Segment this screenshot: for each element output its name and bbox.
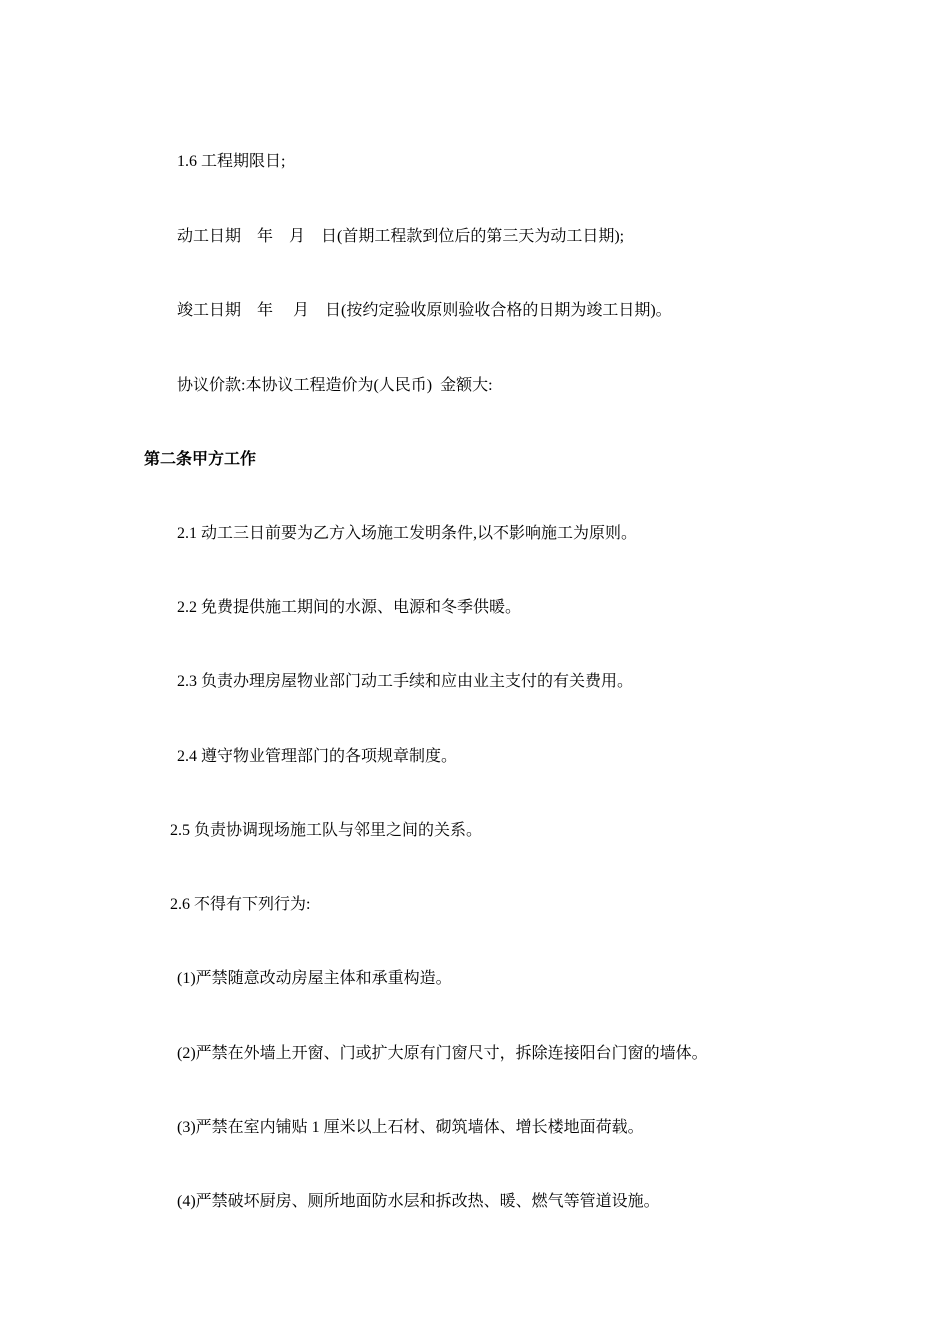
- prohibition-3: (3)严禁在室内铺贴 1 厘米以上石材、砌筑墙体、增长楼地面荷载。: [177, 1119, 644, 1136]
- clause-2-5: 2.5 负责协调现场施工队与邻里之间的关系。: [170, 822, 483, 839]
- start-date-line: 动工日期 年 月 日(首期工程款到位后的第三天为动工日期);: [177, 228, 625, 245]
- prohibition-2: (2)严禁在外墙上开窗、门或扩大原有门窗尺寸，拆除连接阳台门窗的墙体。: [177, 1045, 708, 1062]
- article-2-heading: 第二条甲方工作: [144, 451, 257, 468]
- agreement-price-line: 协议价款:本协议工程造价为(人民币) 金额大:: [177, 377, 493, 394]
- clause-2-6: 2.6 不得有下列行为:: [170, 896, 311, 913]
- prohibition-4: (4)严禁破坏厨房、厕所地面防水层和拆改热、暖、燃气等管道设施。: [177, 1193, 660, 1210]
- clause-1-6-title: 1.6 工程期限日;: [177, 153, 286, 170]
- completion-date-line: 竣工日期 年 月 日(按约定验收原则验收合格的日期为竣工日期)。: [177, 302, 672, 319]
- prohibition-1: (1)严禁随意改动房屋主体和承重构造。: [177, 970, 452, 987]
- clause-2-3: 2.3 负责办理房屋物业部门动工手续和应由业主支付的有关费用。: [177, 673, 634, 690]
- clause-2-4: 2.4 遵守物业管理部门的各项规章制度。: [177, 748, 458, 765]
- clause-2-2: 2.2 免费提供施工期间的水源、电源和冬季供暖。: [177, 599, 522, 616]
- clause-2-1: 2.1 动工三日前要为乙方入场施工发明条件,以不影响施工为原则。: [177, 525, 638, 542]
